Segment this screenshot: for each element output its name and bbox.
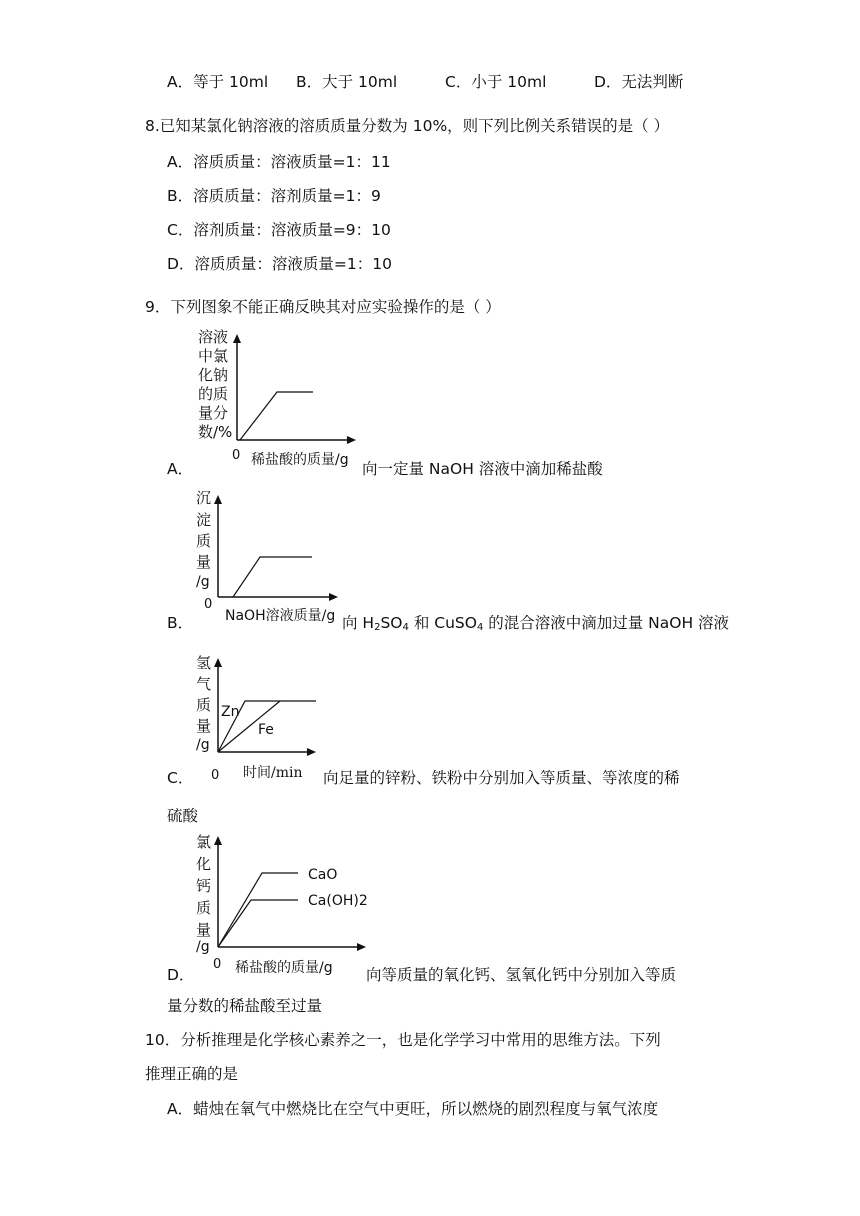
q10-option-a: A．蜡烛在氧气中燃烧比在空气中更旺，所以燃烧的剧烈程度与氧气浓度 <box>167 1100 659 1118</box>
q9-c-desc-cont: 硫酸 <box>167 807 199 825</box>
graph-b-origin: 0 <box>204 597 213 612</box>
graph-d-caoh2-line <box>218 900 298 947</box>
graph-d-xlabel: 稀盐酸的质量/g <box>235 960 333 976</box>
q8-option-d: D．溶质质量：溶液质量=1：10 <box>167 255 393 273</box>
q7-option-a: A．等于 10ml <box>167 73 269 91</box>
q9-d-desc-cont: 量分数的稀盐酸至过量 <box>167 997 323 1015</box>
graph-d-cao-line <box>218 873 298 947</box>
graph-d-ylabel-1: 氯 <box>196 833 212 851</box>
graph-a-ylabel-4: 的质 <box>198 385 229 403</box>
graph-a-ylabel-1: 溶液 <box>198 328 229 346</box>
graph-b-ylabel-4: 量 <box>196 553 212 571</box>
graph-a-origin: 0 <box>232 448 241 463</box>
graph-c-ylabel-2: 气 <box>196 675 212 693</box>
graph-d <box>190 830 375 980</box>
graph-b-curve <box>233 557 312 597</box>
q7-option-d: D．无法判断 <box>594 73 684 91</box>
graph-b-x-arrow <box>329 593 338 601</box>
q8-option-b: B．溶质质量：溶剂质量=1：9 <box>167 187 381 205</box>
graph-a-x-arrow <box>347 436 356 444</box>
q9-d-desc: 向等质量的氧化钙、氢氧化钙中分别加入等质 <box>366 966 677 984</box>
graph-c-xlabel: 时间/min <box>243 765 303 781</box>
q9-d-label: D． <box>167 966 195 984</box>
graph-d-ylabel-6: /g <box>196 939 210 955</box>
q10-stem-line2: 推理正确的是 <box>145 1065 239 1083</box>
graph-b-y-arrow <box>214 495 222 504</box>
graph-d-series-caoh2: Ca(OH)2 <box>308 893 368 909</box>
graph-a-xlabel: 稀盐酸的质量/g <box>251 452 349 468</box>
graph-a <box>190 326 365 471</box>
q9-stem: 9．下列图象不能正确反映其对应实验操作的是（ ） <box>145 298 501 316</box>
graph-d-ylabel-4: 质 <box>196 899 212 917</box>
graph-d-ylabel-3: 钙 <box>196 877 212 895</box>
q9-a-label: A． <box>167 460 194 478</box>
graph-c-ylabel-3: 质 <box>196 696 212 714</box>
q7-option-c: C．小于 10ml <box>445 73 547 91</box>
graph-a-y-arrow <box>233 334 241 343</box>
graph-b-ylabel-2: 淀 <box>196 511 212 529</box>
graph-c-ylabel-5: /g <box>196 737 210 753</box>
graph-b-ylabel-5: /g <box>196 574 210 590</box>
q10-stem-line1: 10．分析推理是化学核心素养之一，也是化学学习中常用的思维方法。下列 <box>145 1031 661 1049</box>
q9-c-desc: 向足量的锌粉、铁粉中分别加入等质量、等浓度的稀 <box>323 769 680 787</box>
q8-option-a: A．溶质质量：溶液质量=1：11 <box>167 153 391 171</box>
q9-a-desc: 向一定量 NaOH 溶液中滴加稀盐酸 <box>362 460 603 478</box>
graph-d-x-arrow <box>357 943 366 951</box>
graph-c-series-zn: Zn <box>221 704 240 720</box>
graph-b-xlabel: NaOH溶液质量/g <box>225 608 336 624</box>
graph-b <box>190 487 350 627</box>
graph-d-origin: 0 <box>213 957 222 972</box>
graph-c-ylabel-4: 量 <box>196 717 212 735</box>
q8-stem: 8.已知某氯化钠溶液的溶质质量分数为 10%，则下列比例关系错误的是（ ） <box>145 117 670 135</box>
graph-d-ylabel-5: 量 <box>196 921 212 939</box>
graph-a-curve <box>240 392 313 440</box>
graph-a-ylabel-6: 数/% <box>198 423 233 441</box>
graph-c-ylabel-1: 氢 <box>196 654 212 672</box>
graph-c-x-arrow <box>307 748 316 756</box>
graph-c-series-fe: Fe <box>258 722 274 738</box>
graph-d-ylabel-2: 化 <box>196 855 212 873</box>
graph-c-origin: 0 <box>211 768 220 783</box>
graph-c-y-arrow <box>214 658 222 667</box>
q9-b-label: B． <box>167 614 194 632</box>
graph-b-ylabel-3: 质 <box>196 532 212 550</box>
q9-c-label: C． <box>167 769 194 787</box>
graph-b-ylabel-1: 沉 <box>196 489 212 507</box>
q7-option-b: B．大于 10ml <box>296 73 398 91</box>
q9-b-desc: 向 $H_2SO_4$ 和 CuSO$_4$ 的混合溶液中滴加过量 NaOH 溶液 <box>342 614 730 633</box>
graph-a-ylabel-5: 量分 <box>198 404 229 422</box>
graph-a-ylabel-3: 化钠 <box>198 366 229 384</box>
graph-d-y-arrow <box>214 836 222 845</box>
q8-option-c: C．溶剂质量：溶液质量=9：10 <box>167 221 391 239</box>
graph-d-series-cao: CaO <box>308 867 338 883</box>
graph-a-ylabel-2: 中氯 <box>198 347 229 365</box>
